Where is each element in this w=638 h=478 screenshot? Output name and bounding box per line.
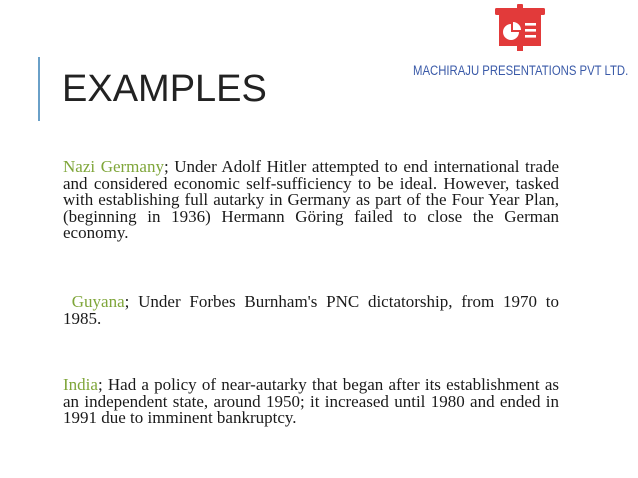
example-separator: ; (163, 157, 169, 176)
slide-title: EXAMPLES (62, 68, 267, 110)
example-term: Nazi Germany (63, 157, 164, 176)
example-text: Had a policy of near-autarky that began after its establishment as an independent state, around 1950; it increased until 1980 and ended in 1991 due to imminent bankruptcy. (63, 375, 559, 427)
example-text: Under Adolf Hitler attempted to end international trade and considered economic self-sufficiency to be ideal. However, tasked with establishing full autarky in Germany as part of the Four Year Plan, (beginning in 1936) Hermann Göring failed to close the German economy. (63, 157, 560, 242)
example-guyana (63, 294, 559, 327)
example-india (63, 377, 559, 427)
example-term: Guyana (63, 292, 125, 311)
presentation-board-icon (494, 4, 546, 54)
example-text: Under Forbes Burnham's PNC dictatorship, from 1970 to 1985. (63, 292, 560, 328)
example-separator: ; (124, 292, 130, 311)
example-separator: ; (97, 375, 103, 394)
brand-name: MACHIRAJU PRESENTATIONS PVT LTD. (413, 63, 629, 78)
title-accent-bar (38, 57, 40, 121)
example-nazi-germany (63, 159, 559, 242)
example-term: India (63, 375, 98, 394)
